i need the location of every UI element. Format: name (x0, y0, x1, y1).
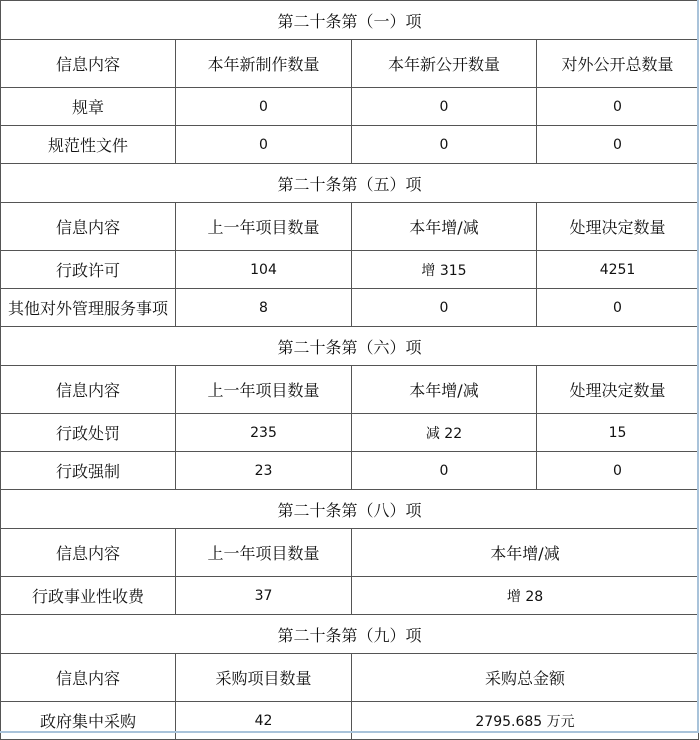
section-title-row (1, 615, 699, 654)
value-cell: 增 28 (352, 577, 699, 615)
section-title-row (1, 327, 699, 366)
section-title: 第二十条第（五）项 (1, 164, 699, 203)
header-cell: 信息内容 (1, 40, 176, 88)
value-cell: 减 22 (352, 414, 537, 452)
row-label: 行政事业性收费 (1, 577, 176, 615)
header-cell: 信息内容 (1, 366, 176, 414)
row-label: 规范性文件 (1, 126, 176, 164)
value-cell: 0 (176, 126, 352, 164)
header-row (1, 203, 699, 251)
row-label: 政府集中采购 (1, 702, 176, 740)
value-cell: 2795.685 万元 (352, 702, 699, 740)
header-cell: 本年增/减 (352, 203, 537, 251)
header-cell: 本年新制作数量 (176, 40, 352, 88)
header-row (1, 40, 699, 88)
value-cell: 0 (352, 289, 537, 327)
value-cell: 0 (537, 452, 699, 490)
header-cell: 上一年项目数量 (176, 366, 352, 414)
header-cell: 信息内容 (1, 529, 176, 577)
row-label: 其他对外管理服务事项 (1, 289, 176, 327)
value-cell: 15 (537, 414, 699, 452)
header-cell: 本年新公开数量 (352, 40, 537, 88)
value-cell: 37 (176, 577, 352, 615)
section-title-row (1, 164, 699, 203)
value-cell: 0 (176, 88, 352, 126)
header-cell: 对外公开总数量 (537, 40, 699, 88)
value-cell: 增 315 (352, 251, 537, 289)
table-row (1, 452, 699, 490)
header-cell: 上一年项目数量 (176, 203, 352, 251)
value-cell: 23 (176, 452, 352, 490)
value-cell: 0 (352, 452, 537, 490)
table-row (1, 577, 699, 615)
header-cell: 本年增/减 (352, 529, 699, 577)
value-cell: 4251 (537, 251, 699, 289)
value-cell: 8 (176, 289, 352, 327)
value-cell: 0 (537, 289, 699, 327)
row-label: 行政强制 (1, 452, 176, 490)
section-title: 第二十条第（一）项 (1, 1, 699, 40)
value-cell: 0 (352, 88, 537, 126)
row-label: 规章 (1, 88, 176, 126)
table-row (1, 88, 699, 126)
table-row (1, 126, 699, 164)
value-cell: 0 (537, 126, 699, 164)
value-cell: 0 (352, 126, 537, 164)
section-title: 第二十条第（九）项 (1, 615, 699, 654)
header-cell: 采购项目数量 (176, 654, 352, 702)
section-title: 第二十条第（八）项 (1, 490, 699, 529)
section-title-row (1, 490, 699, 529)
header-cell: 信息内容 (1, 654, 176, 702)
table-row (1, 251, 699, 289)
section-title-row (1, 1, 699, 40)
header-row (1, 654, 699, 702)
header-cell: 本年增/减 (352, 366, 537, 414)
row-label: 行政许可 (1, 251, 176, 289)
header-cell: 采购总金额 (352, 654, 699, 702)
row-label: 行政处罚 (1, 414, 176, 452)
value-cell: 235 (176, 414, 352, 452)
header-row (1, 366, 699, 414)
table-row (1, 289, 699, 327)
table-row (1, 414, 699, 452)
header-row (1, 529, 699, 577)
section-title: 第二十条第（六）项 (1, 327, 699, 366)
header-cell: 上一年项目数量 (176, 529, 352, 577)
header-cell: 处理决定数量 (537, 366, 699, 414)
header-cell: 信息内容 (1, 203, 176, 251)
value-cell: 42 (176, 702, 352, 740)
value-cell: 0 (537, 88, 699, 126)
header-cell: 处理决定数量 (537, 203, 699, 251)
value-cell: 104 (176, 251, 352, 289)
